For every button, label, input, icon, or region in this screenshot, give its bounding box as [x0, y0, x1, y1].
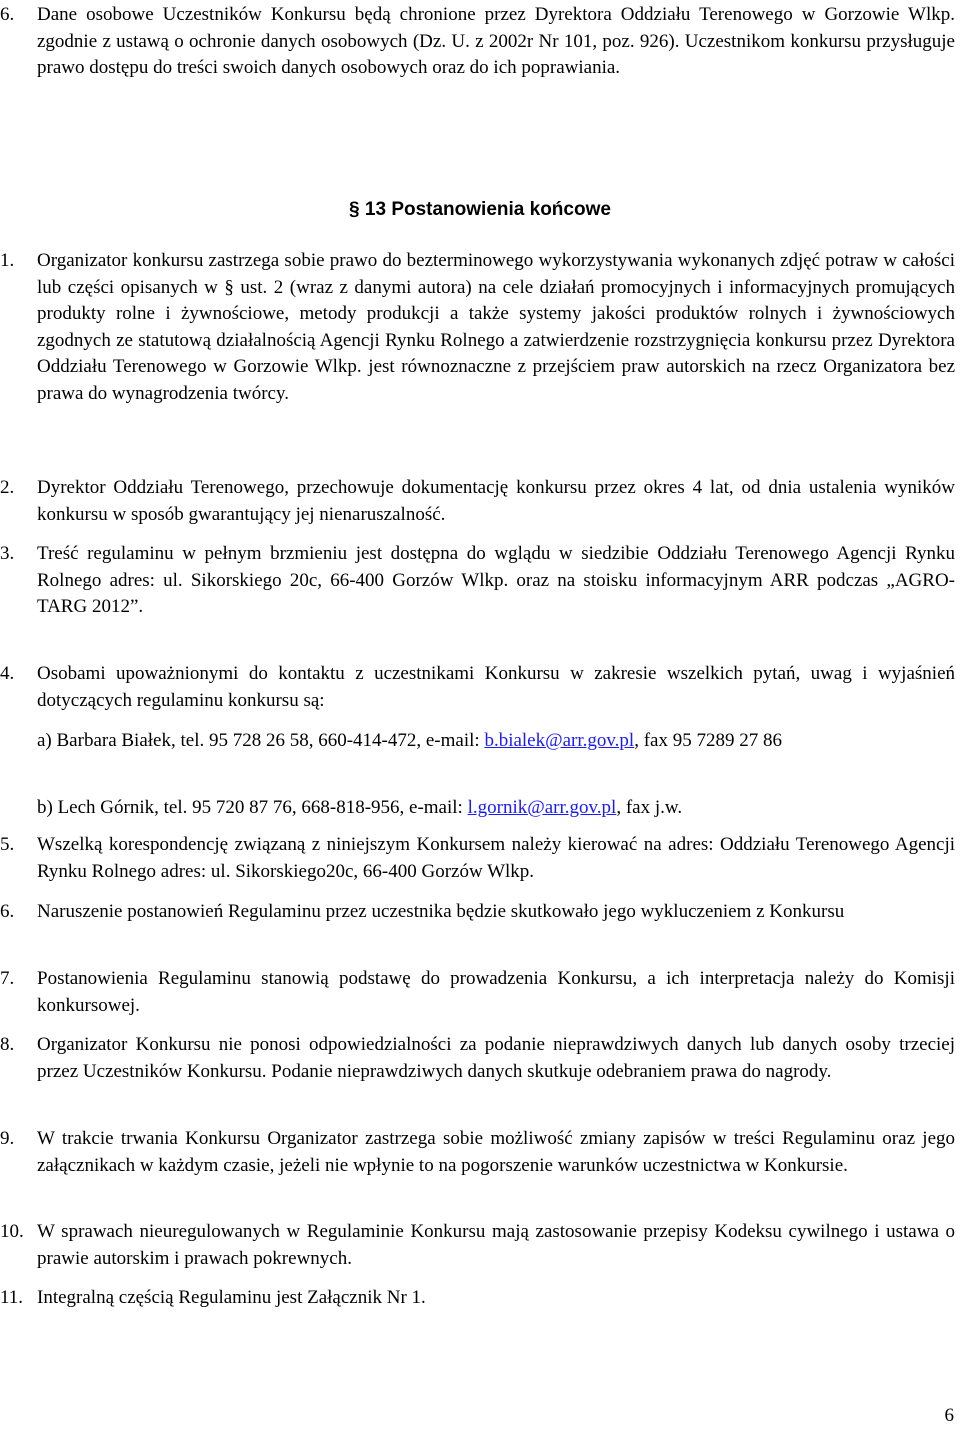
item-text: Wszelką korespondencję związaną z niniejszym Konkursem należy kierować na adres: Oddziału Terenowego Agencji Rynku Rolnego adres: ul. Sikorskiego20c, 66-400 Gorzów Wlkp.: [37, 834, 955, 882]
item-number: 8.: [0, 1034, 15, 1055]
item-6: [0, 2, 955, 82]
item-number: 7.: [0, 968, 15, 989]
contact-a-fax: , fax 95 7289 27 86: [634, 730, 782, 751]
item-number: 6.: [0, 901, 15, 922]
page-number: 6: [944, 1405, 954, 1426]
item-number: 9.: [0, 1128, 15, 1149]
section-symbol: §: [349, 199, 360, 220]
contact-b-email-link[interactable]: l.gornik@arr.gov.pl: [467, 797, 617, 818]
item-text: Osobami upoważnionymi do kontaktu z uczestnikami Konkursu w zakresie wszelkich pytań, uwag i wyjaśnień dotyczących regulaminu konkursu są:: [37, 663, 955, 711]
item-text: Organizator konkursu zastrzega sobie prawo do bezterminowego wykorzystywania wykonanych zdjęć potraw w całości lub części opisanych w § ust. 2 (wraz z danymi autora) na cele działań promocyjnych i informacyjnych promujących produkty rolne i żywnościowe, metody produkcji a także systemy jakości produktów rolnych i żywnościowych zgodnych ze statutową działalnością Agencji Rynku Rolnego a zatwierdzenie rozstrzygnięcia konkursu przez Dyrektora Oddziału Terenowego w Gorzowie Wlkp. jest równoznaczne z przejściem praw autorskich na rzecz Organizatora bez prawa do wynagrodzenia twórcy.: [37, 250, 955, 404]
item-10: [0, 1219, 955, 1272]
item-text: Dyrektor Oddziału Terenowego, przechowuje dokumentację konkursu przez okres 4 lat, od dnia ustalenia wyników konkursu w sposób gwarantujący jej nienaruszalność.: [37, 477, 955, 525]
contact-b-text: b) Lech Górnik, tel. 95 720 87 76, 668-818-956, e-mail:: [37, 797, 468, 818]
item-4: [0, 661, 955, 714]
contact-a-email-link[interactable]: b.bialek@arr.gov.pl: [484, 730, 635, 751]
item-text: Dane osobowe Uczestników Konkursu będą chronione przez Dyrektora Oddziału Terenowego w Gorzowie Wlkp. zgodnie z ustawą o ochronie danych osobowych (Dz. U. z 2002r Nr 101, poz. 926). Uczestnikom konkursu przysługuje prawo dostępu do treści swoich danych osobowych oraz do ich poprawiania.: [37, 4, 955, 79]
item-9: [0, 1126, 955, 1179]
item-number: 3.: [0, 543, 15, 564]
item-text: W sprawach nieuregulowanych w Regulaminie Konkursu mają zastosowanie przepisy Kodeksu cywilnego i ustawa o prawie autorskim i prawach pokrewnych.: [37, 1221, 955, 1269]
item-text: Postanowienia Regulaminu stanowią podstawę do prowadzenia Konkursu, a ich interpretacja należy do Komisji konkursowej.: [37, 968, 955, 1016]
item-number: 11.: [0, 1287, 24, 1308]
item-text: Integralną częścią Regulaminu jest Załącznik Nr 1.: [37, 1287, 426, 1308]
item-3: [0, 541, 955, 621]
item-text: Naruszenie postanowień Regulaminu przez uczestnika będzie skutkowało jego wykluczeniem z Konkursu: [37, 901, 845, 922]
item-text: Organizator Konkursu nie ponosi odpowiedzialności za podanie nieprawdziwych danych lub danych osoby trzeciej przez Uczestników Konkursu. Podanie nieprawdziwych danych skutkuje odebraniem prawa do nagrody.: [37, 1034, 955, 1082]
section-heading: [0, 197, 960, 223]
contact-b: [37, 795, 955, 822]
item-7: [0, 966, 955, 1019]
contact-a: [37, 728, 955, 755]
contact-b-fax: , fax j.w.: [616, 797, 683, 818]
contact-a-text: a) Barbara Białek, tel. 95 728 26 58, 660-414-472, e-mail:: [37, 730, 485, 751]
item-1: [0, 248, 955, 408]
item-text: W trakcie trwania Konkursu Organizator zastrzega sobie możliwość zmiany zapisów w treści Regulaminu oraz jego załącznikach w każdym czasie, jeżeli nie wpłynie to na pogorszenie warunków uczestnictwa w Konkursie.: [37, 1128, 955, 1176]
item-number: 10.: [0, 1221, 24, 1242]
item-number: 6.: [0, 4, 15, 25]
item-2: [0, 475, 955, 528]
item-number: 4.: [0, 663, 15, 684]
item-5: [0, 832, 955, 885]
item-number: 1.: [0, 250, 15, 271]
item-text: Treść regulaminu w pełnym brzmieniu jest dostępna do wglądu w siedzibie Oddziału Terenowego Agencji Rynku Rolnego adres: ul. Sikorskiego 20c, 66-400 Gorzów Wlkp. oraz na stoisku informacyjnym ARR podczas „AGRO-TARG 2012”.: [37, 543, 955, 618]
item-11: [0, 1285, 955, 1312]
section-title: 13 Postanowienia końcowe: [364, 199, 611, 220]
item-6b: [0, 899, 955, 926]
item-number: 5.: [0, 834, 15, 855]
item-number: 2.: [0, 477, 15, 498]
item-8: [0, 1032, 955, 1085]
